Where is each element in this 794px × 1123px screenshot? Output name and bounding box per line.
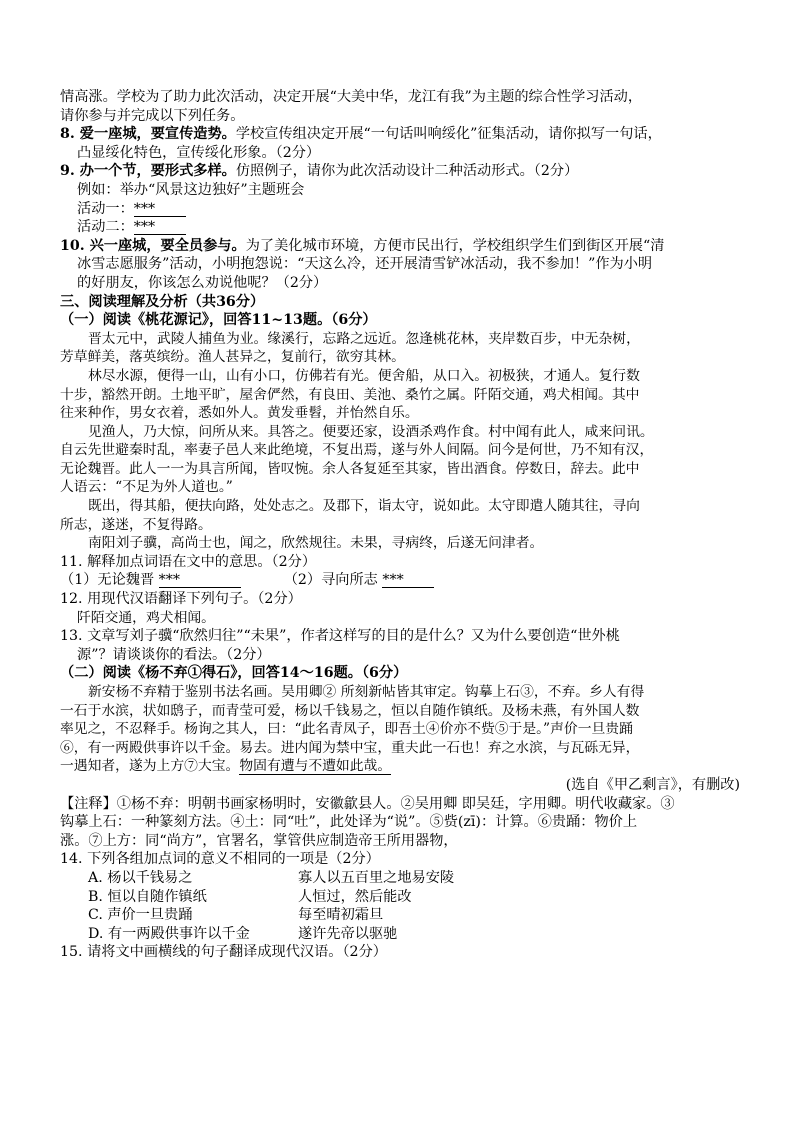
q13-line-2: 源”？请谈谈你的看法。（2分） — [77, 646, 271, 663]
source-citation: (选自《甲乙剩言》，有删改) — [565, 776, 740, 793]
q14-option-b-left: B. 恒以自随作镇纸 — [88, 888, 207, 905]
yang-line-3: 率见之，不忍释手。杨询之其人，曰：“此名青凤子，即吾土④价亦不赀⑤于是。”声价一旦贵踊 — [60, 721, 633, 738]
q9-activity-2-label: 活动二： — [77, 219, 134, 236]
notes-line-3: 涨。⑦上方：同“尚方”，官署名，掌管供应制造帝王所用器物， — [60, 832, 458, 849]
yang-underlined-sentence: 物固有遭与不遭如此哉。 — [239, 758, 392, 775]
q14-option-a — [60, 869, 740, 888]
taohua-p1-l2: 芳草鲜美，落英缤纷。渔人甚异之，复前行，欲穷其林。 — [60, 349, 405, 366]
notes-line-1: 【注释】①杨不弃：明朝书画家杨明时，安徽歙县人。②吴用卿 即吴廷，字用卿。明代收藏家。③ — [60, 795, 675, 812]
q8-line-2: 凸显绥化特色，宣传绥化形象。（2分） — [77, 144, 321, 161]
q9-activity-2 — [60, 218, 740, 237]
q8-text-1: 学校宣传组决定开展“一句话叫响绥化”征集活动，请你拟写一句话， — [235, 126, 662, 143]
q10-title: 10. 兴一座城，要全员参与。 — [60, 237, 246, 254]
q10-text-1: 为了美化城市环境，方便市民出行，学校组织学生们到街区开展“清 — [245, 237, 665, 254]
yang-line-5-plain: 一遇知者，遂为上方⑦大宝。 — [60, 758, 240, 775]
q9-title: 9. 办一个节，要形式多样。 — [60, 163, 236, 180]
yang-line-1: 新安杨不弃精于鉴别书法名画。吴用卿② 所刻新帖皆其审定。钩摹上石③，不弃。乡人有得 — [88, 684, 645, 700]
q15-question: 15. 请将文中画横线的句子翻译成现代汉语。（2分） — [60, 944, 387, 961]
q12-sentence: 阡陌交通，鸡犬相闻。 — [77, 609, 215, 626]
q11-item-1-label: （1）无论魏晋 — [60, 572, 155, 589]
q12-question: 12. 用现代汉语翻译下列句子。（2分） — [60, 591, 302, 608]
taohua-p3-l1: 见渔人，乃大惊，问所从来。具答之。便要还家，设酒杀鸡作食。村中闻有此人，咸来问讯。 — [88, 423, 654, 440]
yang-line-2: 一石于水滨，状如鸱子，而青莹可爱，杨以千钱易之，恒以自随作镇纸。及杨未燕，有外国人数 — [60, 702, 640, 719]
q11-item-2-label: （2）寻向所志 — [283, 572, 378, 589]
q11-item-1-blank: *** — [159, 573, 241, 588]
notes-line-2: 钩摹上石：一种篆刻方法。④土：同“吐”，此处译为“说”。⑤赀(zī)：计算。⑥贵踊：物价上 — [60, 814, 638, 831]
q14-option-c-right: 每至晴初霜旦 — [298, 907, 384, 924]
q14-option-b — [60, 888, 740, 907]
q11-items — [60, 571, 740, 590]
q14-option-c — [60, 906, 740, 925]
part-1-title: （一）阅读《桃花源记》，回答11~13题。（6分） — [60, 312, 377, 329]
taohua-p3-l4: 人语云：“不足为外人道也。” — [60, 479, 233, 496]
q14-option-d-right: 遂许先帝以驱驰 — [298, 925, 398, 942]
q9-activity-1 — [60, 200, 740, 219]
taohua-p3-l3: 无论魏晋。此人一一为具言所闻，皆叹惋。余人各复延至其家，皆出酒食。停数日，辞去。此中 — [60, 460, 640, 477]
taohua-p1-l1: 晋太元中，武陵人捕鱼为业。缘溪行，忘路之远近。忽逢桃花林，夹岸数百步，中无杂树， — [88, 330, 640, 347]
taohua-p4-l2: 所志，遂迷，不复得路。 — [60, 516, 212, 533]
q9-text-1: 仿照例子，请你为此次活动设计二种活动形式。（2分） — [235, 163, 579, 180]
q9-activity-2-blank: *** — [134, 220, 186, 235]
q11-item-2-blank: *** — [382, 573, 434, 588]
q8-line-1 — [60, 125, 740, 144]
q13-line-1: 13. 文章写刘子骥“欣然归往”“未果”，作者这样写的目的是什么？又为什么要创造“世外桃 — [60, 628, 620, 645]
yang-line-4: ⑥，有一两殿供事许以千金。易去。进内闻为禁中宝，重夫此一石也！弃之水滨，与瓦砾无异， — [60, 739, 640, 756]
q9-activity-1-label: 活动一： — [77, 200, 134, 217]
exam-page — [60, 88, 740, 962]
q14-option-d — [60, 925, 740, 944]
q9-line-1 — [60, 162, 740, 181]
q14-option-b-right: 人恒过，然后能改 — [298, 888, 412, 905]
q9-example: 例如：举办“风景这边独好”主题班会 — [77, 181, 305, 198]
yang-passage — [60, 683, 740, 776]
section-3-heading: 三、阅读理解及分析（共36分） — [60, 293, 265, 310]
taohua-p2-l2: 十步，豁然开朗。土地平旷，屋舍俨然，有良田、美池、桑竹之属。阡陌交通，鸡犬相闻。其中 — [60, 386, 640, 403]
q10-line-2: 冰雪志愿服务”活动，小明抱怨说：“天这么冷，还开展清雪铲冰活动，我不参加！”作为小明 — [77, 256, 653, 273]
taohua-p4-l1: 既出，得其船，便扶向路，处处志之。及郡下，诣太守，说如此。太守即遣人随其往，寻向 — [88, 498, 640, 515]
q10-line-3: 的好朋友，你该怎么劝说他呢？（2分） — [77, 274, 328, 291]
taohua-p2-l3: 往来种作，男女衣着，悉如外人。黄发垂髫，并怡然自乐。 — [60, 405, 419, 422]
q11-question: 11. 解释加点词语在文中的意思。（2分） — [60, 553, 317, 570]
q14-option-a-left: A. 杨以千钱易之 — [88, 869, 193, 886]
taohua-p5-l1: 南阳刘子骥，高尚士也，闻之，欣然规往。未果，寻病终，后遂无问津者。 — [88, 535, 544, 552]
intro-line-1: 情高涨。学校为了助力此次活动，决定开展“大美中华，龙江有我”为主题的综合性学习活动， — [60, 89, 643, 105]
intro-line-2: 请你参与并完成以下列任务。 — [60, 107, 245, 124]
q10-line-1 — [60, 237, 740, 256]
q14-option-a-right: 寡人以五百里之地易安陵 — [298, 869, 455, 886]
yang-line-5 — [60, 757, 740, 776]
q14-question: 14. 下列各组加点词的意义不相同的一项是（2分） — [60, 851, 380, 868]
q9-activity-1-blank: *** — [134, 202, 186, 217]
taohua-p3-l2: 自云先世避秦时乱，率妻子邑人来此绝境，不复出焉，遂与外人间隔。问今是何世，乃不知有汉， — [60, 442, 654, 459]
q8-title: 8. 爱一座城，要宣传造势。 — [60, 126, 236, 143]
taohua-passage — [60, 330, 740, 553]
part-2-title: （二）阅读《杨不弃①得石》，回答14～16题。（6分） — [60, 665, 408, 682]
q14-option-d-left: D. 有一两殿供事许以千金 — [88, 925, 250, 942]
q14-option-c-left: C. 声价一旦贵踊 — [88, 907, 193, 924]
taohua-p2-l1: 林尽水源，便得一山，山有小口，仿佛若有光。便舍船，从口入。初极狭，才通人。复行数 — [88, 367, 640, 384]
